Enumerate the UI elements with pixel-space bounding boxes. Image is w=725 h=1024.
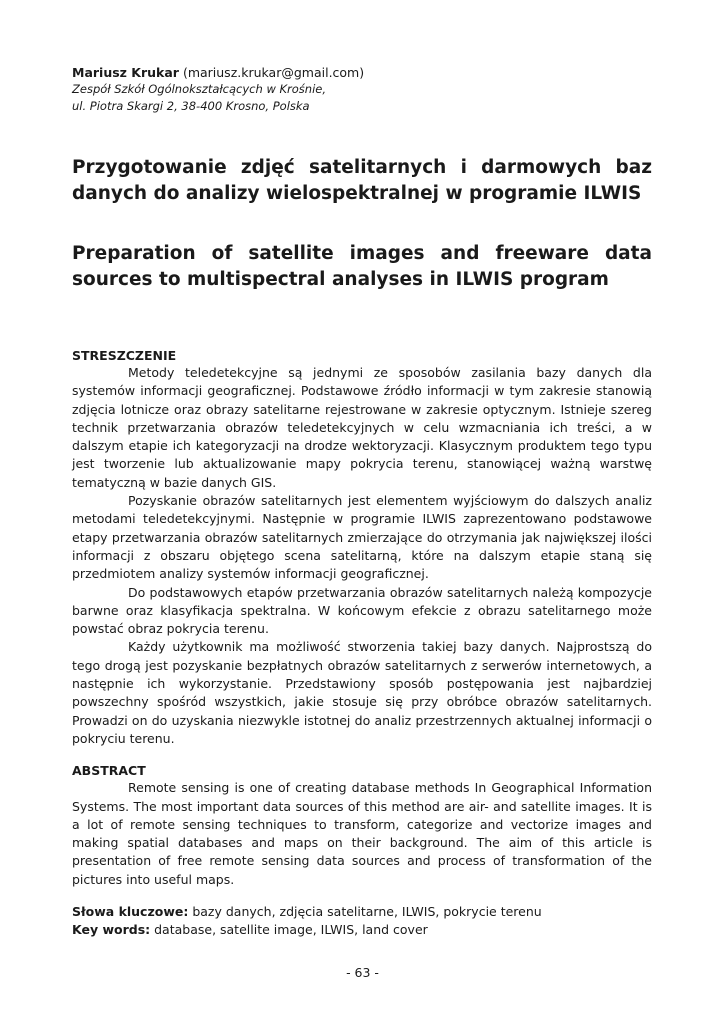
abstract-heading: ABSTRACT (72, 763, 146, 779)
streszczenie-paragraph-2: Pozyskanie obrazów satelitarnych jest elementem wyjściowym do dalszych analiz metodami teledetekcyjnymi. Następnie w programie ILWIS zaprezentowano podstawowe etapy przetwarzania obrazów satelitarnych zmierzające do otrzymania jak największej ilości informacji z obszaru objętego scena satelitarną, które na dalszym etapie staną się przedmiotem analizy systemów informacji geograficznej. (72, 493, 652, 582)
author-affiliation: Zespół Szkół Ogólnokształcących w Krośnie, (72, 82, 327, 96)
author-line (72, 64, 652, 81)
title-polish: Przygotowanie zdjęć satelitarnych i darmowych baz danych do analizy wielospektralnej w programie ILWIS (72, 157, 652, 204)
author-address: ul. Piotra Skargi 2, 38-400 Krosno, Polska (72, 99, 310, 113)
abstract-paragraph: Remote sensing is one of creating database methods In Geographical Information Systems. The most important data sources of this method are air- and satellite images. It is a lot of remote sensing techniques to transform, categorize and vectorize images and making spatial databases and maps on their background. The aim of this article is presentation of free remote sensing data sources and process of transformation of the pictures into useful maps. (72, 780, 652, 887)
keywords-english-value: database, satellite image, ILWIS, land cover (150, 922, 428, 938)
author-email: (mariusz.krukar@gmail.com) (182, 65, 365, 80)
keywords-polish-label: Słowa kluczowe: (72, 904, 189, 920)
streszczenie-heading: STRESZCZENIE (72, 348, 177, 363)
page-number: - 63 - (346, 965, 379, 980)
page-content (72, 64, 652, 939)
streszczenie-paragraph-3: Do podstawowych etapów przetwarzania obrazów satelitarnych należą kompozycje barwne oraz klasyfikacja spektralna. W końcowym efekcie z obrazu satelitarnego może powstać obraz pokrycia terenu. (72, 584, 652, 637)
author-name: Mariusz Krukar (72, 65, 179, 80)
title-english: Preparation of satellite images and freeware data sources to multispectral analyses in ILWIS program (72, 243, 652, 290)
keywords-polish-value: bazy danych, zdjęcia satelitarne, ILWIS, pokrycie terenu (188, 904, 542, 920)
keywords-english-label: Key words: (72, 922, 151, 938)
streszczenie-paragraph-4: Każdy użytkownik ma możliwość stworzenia takiej bazy danych. Najprostszą do tego drogą jest pozyskanie bezpłatnych obrazów satelitarnych z serwerów internetowych, a następnie ich wykorzystanie. Przedstawiony sposób postępowania jest najbardziej powszechny spośród wszystkich, jakie stosuje się przy obróbce obrazów satelitarnych. Prowadzi on do uzyskania niezwykle istotnej do analiz przestrzennych aktualnej informacji o pokryciu terenu. (72, 639, 652, 746)
keywords-english (72, 921, 652, 939)
keywords-polish (72, 903, 652, 921)
streszczenie-paragraph-1: Metody teledetekcyjne są jednymi ze sposobów zasilania bazy danych dla systemów informacji geograficznej. Podstawowe źródło informacji w tym zakresie stanowią zdjęcia lotnicze oraz obrazy satelitarne rejestrowane w zakresie optycznym. Istnieje szereg technik przetwarzania obrazów teledetekcyjnych w celu wzmacniania ich treści, a w dalszym etapie ich kategoryzacji na drodze wektoryzacji. Klasycznym produktem tego typu jest tworzenie lub aktualizowanie mapy pokrycia terenu, stanowiącej ważną warstwę tematyczną w bazie danych GIS. (72, 365, 652, 490)
